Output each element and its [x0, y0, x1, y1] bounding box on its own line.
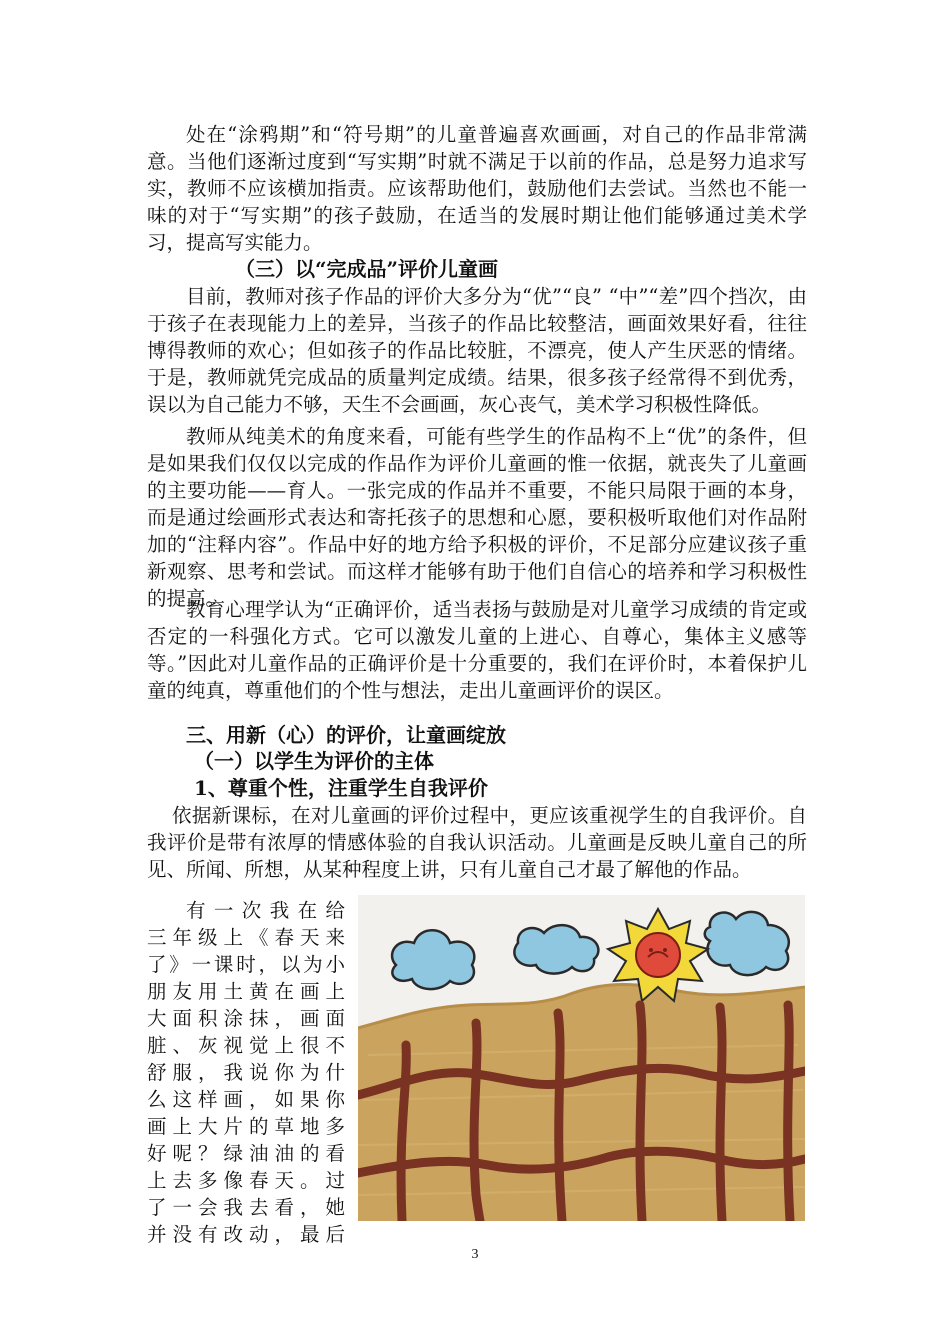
wrapped-line: 了》一课时，以为小 [147, 953, 345, 976]
wrapped-line: 么这样画，如果你 [147, 1088, 345, 1111]
child-drawing-image [358, 895, 805, 1221]
field-area [358, 985, 805, 1222]
wrapped-line: 朋友用土黄在画上 [147, 980, 345, 1003]
wrapped-line: 并没有改动，最后 [147, 1223, 345, 1246]
wrapped-line: 舒服，我说你为什 [147, 1061, 345, 1084]
wrapped-line: 画上大片的草地多 [147, 1115, 345, 1138]
point-heading-1: 1、尊重个性，注重学生自我评价 [194, 776, 488, 800]
paragraph-1: 处在“涂鸦期”和“符号期”的儿童普遍喜欢画画，对自己的作品非常满意。当他们逐渐过度到“写实期”时就不满足于以前的作品，总是努力追求写实，教师不应该横加指责。应该帮助他们，鼓励他们去尝试。当然也不能一味的对于“写实期”的孩子鼓励，在适当的发展时期让他们能够通过美术学习，提高写实能力。 [147, 123, 807, 254]
paragraph-4: 教育心理学认为“正确评价，适当表扬与鼓励是对儿童学习成绩的肯定或否定的一科强化方式。它可以激发儿童的上进心、自尊心，集体主义感等等。”因此对儿童作品的正确评价是十分重要的，我们在评价时，本着保护儿童的纯真，尊重他们的个性与想法，走出儿童画评价的误区。 [147, 598, 807, 702]
part-heading-3: 三、用新（心）的评价，让童画绽放 [186, 723, 506, 747]
subsection-heading-1: （一）以学生为评价的主体 [194, 749, 434, 773]
wrapped-line: 了一会我去看，她 [147, 1196, 345, 1219]
paragraph-5: 依据新课标，在对儿童画的评价过程中，更应该重视学生的自我评价。自我评价是带有浓厚的情感体验的自我认识活动。儿童画是反映儿童自己的所见、所闻、所想，从某种程度上讲，只有儿童自己才最了解他的作品。 [147, 804, 807, 881]
wrapped-line: 大面积涂抹，画面 [147, 1007, 345, 1030]
wrapped-line: 三年级上《春天来 [147, 926, 345, 949]
wrapped-line: 上去多像春天。过 [147, 1169, 345, 1192]
paragraph-3: 教师从纯美术的角度来看，可能有些学生的作品构不上“优”的条件，但是如果我们仅仅以完成的作品作为评价儿童画的惟一依据，就丧失了儿童画的主要功能——育人。一张完成的作品并不重要，不能只局限于画的本身，而是通过绘画形式表达和寄托孩子的思想和心愿，要积极听取他们对作品附加的“注释内容”。作品中好的地方给予积极的评价，不足部分应建议孩子重新观察、思考和尝试。而这样才能够有助于他们自信心的培养和学习积极性的提高。 [147, 425, 807, 610]
wrapped-line: 好呢？绿油油的看 [147, 1142, 345, 1165]
section-heading-3: （三）以“完成品”评价儿童画 [235, 257, 499, 281]
wrapped-line: 有一次我在给 [186, 899, 345, 922]
paragraph-2: 目前，教师对孩子作品的评价大多分为“优”“良” “中”“差”四个挡次，由于孩子在表现能力上的差异，当孩子的作品比较整洁，画面效果好看，往往博得教师的欢心；但如孩子的作品比较脏，不漂亮，使人产生厌恶的情绪。于是，教师就凭完成品的质量判定成绩。结果，很多孩子经常得不到优秀，误以为自己能力不够，天生不会画画，灰心丧气，美术学习积极性降低。 [147, 285, 807, 416]
page-number: 3 [471, 1247, 479, 1262]
wrapped-line: 脏、灰视觉上很不 [147, 1034, 345, 1057]
